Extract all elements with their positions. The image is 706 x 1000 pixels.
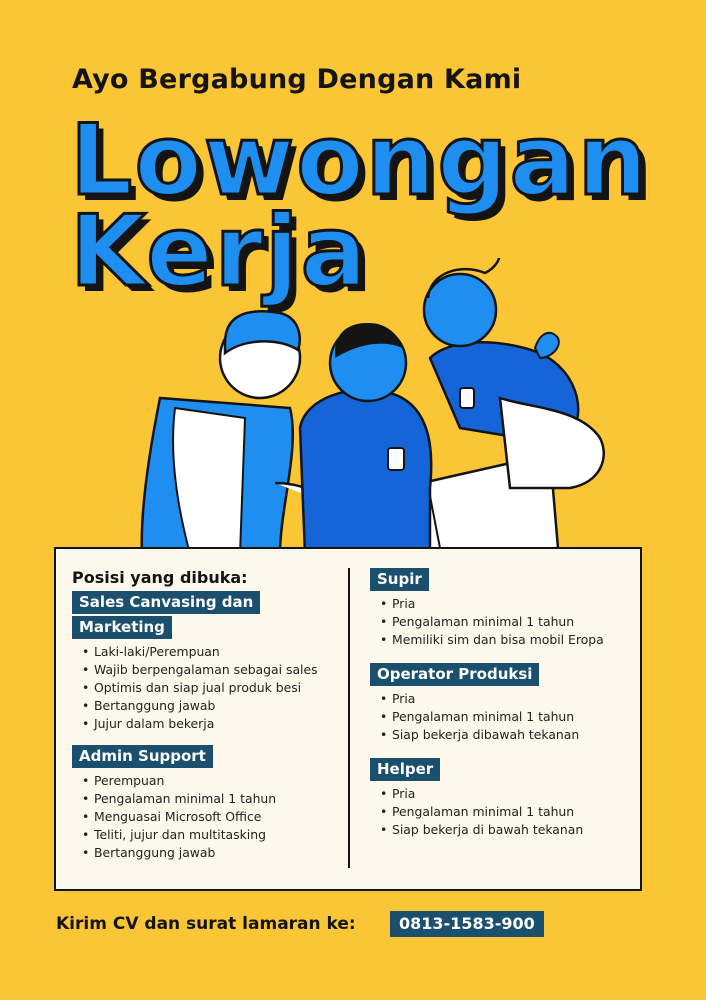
card-divider — [348, 568, 350, 868]
list-item: • Perempuan — [72, 772, 342, 790]
person-right-figure — [424, 258, 604, 488]
list-item: • Wajib berpengalaman sebagai sales — [72, 661, 342, 679]
list-item: • Siap bekerja dibawah tekanan — [370, 726, 630, 744]
person-middle-figure — [300, 323, 431, 554]
list-item: • Laki-laki/Perempuan — [72, 643, 342, 661]
job-sales — [72, 591, 342, 733]
list-item: • Optimis dan siap jual produk besi — [72, 679, 342, 697]
requirements-list — [370, 595, 630, 649]
requirements-list — [370, 690, 630, 744]
list-item: • Siap bekerja di bawah tekanan — [370, 821, 630, 839]
list-item: • Memiliki sim dan bisa mobil Eropa — [370, 631, 630, 649]
list-item: • Pengalaman minimal 1 tahun — [370, 708, 630, 726]
list-item: • Bertanggung jawab — [72, 697, 342, 715]
list-item: • Pria — [370, 595, 630, 613]
right-column — [370, 568, 630, 851]
list-item: • Jujur dalam bekerja — [72, 715, 342, 733]
left-column — [72, 568, 342, 874]
requirements-list — [72, 772, 342, 862]
job-admin — [72, 745, 342, 862]
job-title-tag: Marketing — [72, 616, 172, 639]
job-operator — [370, 663, 630, 744]
job-title-tag: Helper — [370, 758, 440, 781]
kicker-text: Ayo Bergabung Dengan Kami — [72, 64, 522, 95]
job-title-tag: Operator Produksi — [370, 663, 539, 686]
positions-heading: Posisi yang dibuka: — [72, 568, 248, 587]
requirements-list — [370, 785, 630, 839]
list-item: • Pengalaman minimal 1 tahun — [370, 803, 630, 821]
list-item: • Pengalaman minimal 1 tahun — [370, 613, 630, 631]
list-item: • Pria — [370, 690, 630, 708]
hero-title-line2: Kerja — [70, 195, 369, 309]
hero-title-line1: Lowongan — [70, 104, 650, 218]
list-item: • Pengalaman minimal 1 tahun — [72, 790, 342, 808]
phone-number[interactable]: 0813-1583-900 — [390, 911, 544, 937]
job-helper — [370, 758, 630, 839]
list-item: • Teliti, jujur dan multitasking — [72, 826, 342, 844]
list-item: • Bertanggung jawab — [72, 844, 342, 862]
list-item: • Pria — [370, 785, 630, 803]
job-title-tag: Supir — [370, 568, 429, 591]
footer-label: Kirim CV dan surat lamaran ke: — [56, 914, 356, 934]
team-illustration — [130, 258, 620, 554]
job-supir — [370, 568, 630, 649]
list-item: • Menguasai Microsoft Office — [72, 808, 342, 826]
requirements-list — [72, 643, 342, 733]
job-title-tag: Admin Support — [72, 745, 213, 768]
job-title-tag: Sales Canvasing dan — [72, 591, 260, 614]
